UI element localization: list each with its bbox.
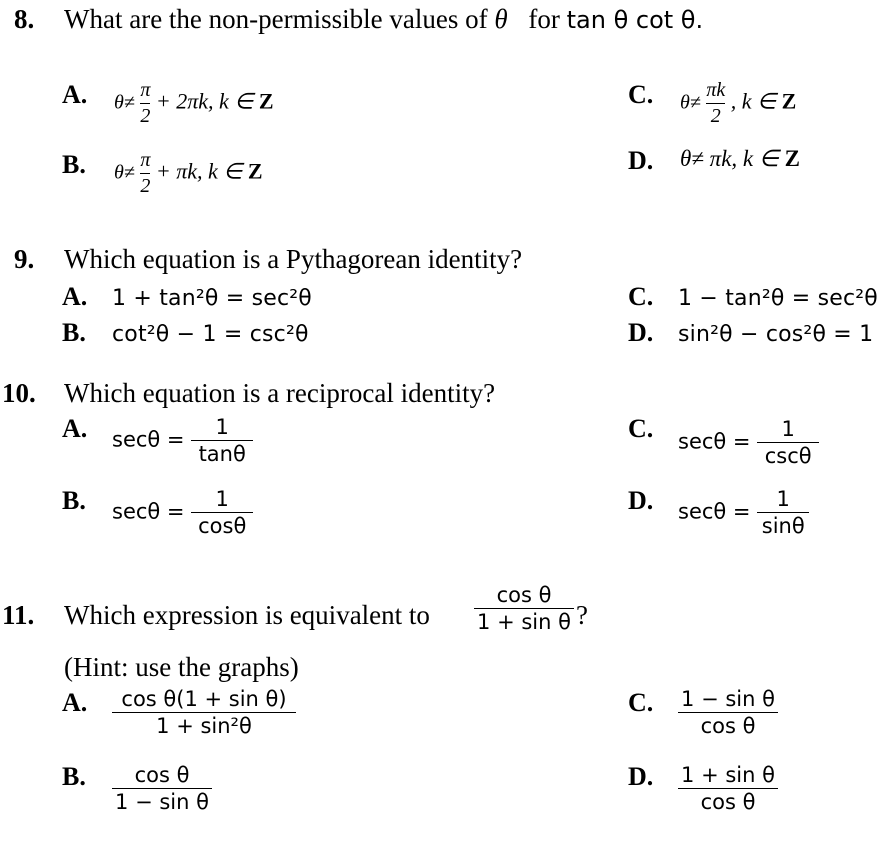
q10-b-fraction	[191, 488, 253, 537]
q8-b-suffix: + πk, k ∈	[155, 158, 248, 184]
q8-b-set: Z	[247, 158, 263, 184]
q11-b-den: 1 − sin θ	[115, 790, 209, 815]
q10-text: Which equation is a reciprocal identity?	[64, 378, 496, 408]
q8-expr: tan θ cot θ.	[566, 6, 704, 34]
q8-c-suffix: , k ∈	[730, 88, 782, 114]
q8-b-fraction	[140, 150, 150, 197]
q9-option-b[interactable]: cot²θ − 1 = csc²θ	[112, 322, 309, 347]
q9-option-b-label[interactable]: B.	[62, 318, 86, 347]
q10-option-d-label[interactable]: D.	[628, 486, 654, 515]
q9-text: Which equation is a Pythagorean identity?	[64, 244, 523, 274]
q10-a-num: 1	[215, 415, 229, 439]
q11-main-fraction	[474, 584, 574, 633]
q8-a-set: Z	[258, 88, 274, 114]
q11-b-fraction	[112, 764, 212, 813]
q9-option-a-label[interactable]: A.	[62, 282, 88, 311]
q10-d-den: sinθ	[761, 514, 805, 539]
q8-a-suffix: + 2πk, k ∈	[155, 88, 259, 114]
q11-option-b[interactable]	[112, 764, 212, 813]
q8-b-prefix: θ≠	[114, 161, 135, 184]
q9-option-a[interactable]: 1 + tan²θ = sec²θ	[112, 286, 312, 311]
q8-theta: θ	[494, 4, 508, 34]
q10-number: 10.	[2, 378, 36, 408]
q10-d-fraction	[757, 488, 809, 537]
q10-option-a[interactable]	[112, 416, 253, 465]
q11-d-fraction	[678, 764, 778, 813]
q9-option-d-label[interactable]: D.	[628, 318, 654, 347]
q8-question	[64, 4, 703, 35]
q8-d-set: Z	[784, 146, 800, 171]
q11-option-d[interactable]	[678, 764, 778, 813]
q8-a-prefix: θ≠	[114, 91, 135, 114]
q11-a-fraction	[112, 688, 296, 737]
q11-c-fraction	[678, 688, 778, 737]
q11-text: Which expression is equivalent to	[64, 600, 430, 630]
q8-d-prefix: θ≠ πk, k ∈	[680, 146, 785, 171]
q8-number: 8.	[14, 4, 35, 34]
q9-option-c[interactable]: 1 − tan²θ = sec²θ	[678, 286, 878, 311]
q11-option-a-label[interactable]: A.	[62, 688, 88, 717]
q10-c-num: 1	[781, 417, 795, 441]
q8-c-set: Z	[781, 88, 797, 114]
q8-a-den: 2	[140, 105, 151, 127]
q11-c-num: 1 − sin θ	[681, 687, 775, 711]
q10-option-a-label[interactable]: A.	[62, 414, 88, 443]
q9-option-d[interactable]: sin²θ − cos²θ = 1	[678, 322, 874, 347]
q8-option-b-label[interactable]: B.	[62, 150, 86, 179]
q11-main-num: cos θ	[496, 583, 552, 607]
q11-option-d-label[interactable]: D.	[628, 762, 654, 791]
q8-c-prefix: θ≠	[680, 91, 701, 114]
q11-hint: (Hint: use the graphs)	[64, 652, 299, 682]
q10-option-c[interactable]	[678, 418, 819, 467]
q10-d-lhs: secθ =	[678, 499, 751, 524]
q8-option-c-label[interactable]: C.	[628, 80, 654, 109]
q11-option-c[interactable]	[678, 688, 778, 737]
q10-a-den: tanθ	[198, 442, 246, 467]
q10-a-lhs: secθ =	[112, 427, 185, 452]
q8-option-d-label[interactable]: D.	[628, 146, 654, 175]
q10-d-num: 1	[776, 487, 790, 511]
q8-option-b[interactable]	[114, 150, 263, 197]
q11-main-den: 1 + sin θ	[477, 610, 571, 635]
q11-number: 11.	[2, 600, 35, 630]
q11-c-den: cos θ	[700, 714, 756, 739]
q11-a-num: cos θ(1 + sin θ)	[121, 687, 287, 711]
q8-a-num: π	[140, 79, 151, 101]
q10-c-den: cscθ	[764, 444, 812, 469]
q8-option-a[interactable]	[114, 80, 274, 127]
q10-option-c-label[interactable]: C.	[628, 414, 654, 443]
q11-d-num: 1 + sin θ	[681, 763, 775, 787]
q10-b-lhs: secθ =	[112, 499, 185, 524]
q8-option-d[interactable]	[680, 146, 800, 172]
q11-b-num: cos θ	[134, 763, 190, 787]
q11-option-b-label[interactable]: B.	[62, 762, 86, 791]
q8-c-num: πk	[706, 79, 726, 101]
q8-b-num: π	[140, 149, 151, 171]
q10-option-d[interactable]	[678, 488, 809, 537]
q11-d-den: cos θ	[700, 790, 756, 815]
q8-option-c[interactable]	[680, 80, 796, 127]
q10-option-b-label[interactable]: B.	[62, 486, 86, 515]
q11-option-a[interactable]	[112, 688, 296, 737]
q11-a-den: 1 + sin²θ	[156, 714, 252, 739]
q8-a-fraction	[140, 80, 150, 127]
q9-option-c-label[interactable]: C.	[628, 282, 654, 311]
q8-c-den: 2	[710, 105, 721, 127]
q11-option-c-label[interactable]: C.	[628, 688, 654, 717]
q8-text: What are the non-permissible values of	[64, 4, 488, 34]
q10-b-num: 1	[215, 487, 229, 511]
q10-a-fraction	[191, 416, 253, 465]
q8-option-a-label[interactable]: A.	[62, 80, 88, 109]
q10-b-den: cosθ	[198, 514, 247, 539]
q11-question-mark: ?	[576, 600, 588, 630]
q8-b-den: 2	[140, 175, 151, 197]
q9-number: 9.	[14, 244, 35, 274]
q10-c-fraction	[757, 418, 819, 467]
q10-c-lhs: secθ =	[678, 429, 751, 454]
q8-for: for	[528, 4, 560, 34]
q10-option-b[interactable]	[112, 488, 253, 537]
q8-c-fraction	[706, 80, 725, 127]
